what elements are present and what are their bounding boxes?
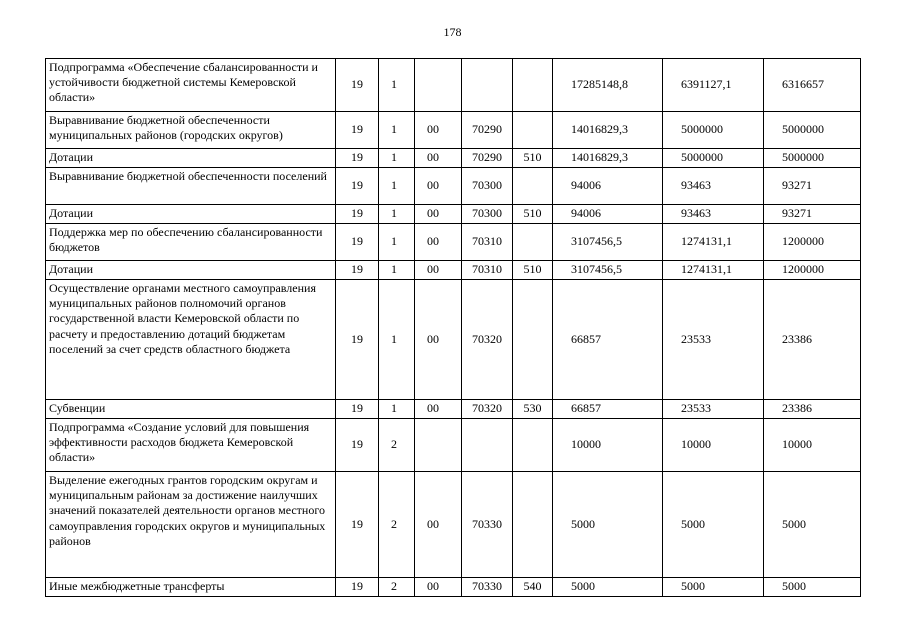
subprogram-code: 2 — [379, 472, 415, 578]
amount-year-1: 94006 — [553, 205, 663, 224]
table-row — [46, 59, 861, 112]
row-name: Дотации — [46, 149, 336, 168]
program-code: 19 — [336, 472, 379, 578]
amount-year-2: 93463 — [663, 205, 764, 224]
table-row — [46, 419, 861, 472]
expense-type-code — [513, 280, 553, 400]
table-row — [46, 149, 861, 168]
amount-year-2: 23533 — [663, 400, 764, 419]
subprogram-code: 1 — [379, 400, 415, 419]
measure-code: 00 — [415, 205, 462, 224]
amount-year-3: 5000 — [764, 472, 861, 578]
direction-code — [462, 59, 513, 112]
amount-year-1: 66857 — [553, 400, 663, 419]
direction-code: 70330 — [462, 472, 513, 578]
measure-code: 00 — [415, 472, 462, 578]
amount-year-3: 10000 — [764, 419, 861, 472]
table-row — [46, 578, 861, 597]
row-name: Дотации — [46, 261, 336, 280]
amount-year-3: 5000000 — [764, 112, 861, 149]
measure-code: 00 — [415, 224, 462, 261]
subprogram-code: 1 — [379, 261, 415, 280]
amount-year-2: 5000000 — [663, 112, 764, 149]
program-code: 19 — [336, 168, 379, 205]
amount-year-1: 66857 — [553, 280, 663, 400]
row-name: Субвенции — [46, 400, 336, 419]
direction-code: 70320 — [462, 400, 513, 419]
direction-code — [462, 419, 513, 472]
subprogram-code: 2 — [379, 578, 415, 597]
direction-code: 70290 — [462, 112, 513, 149]
expense-type-code — [513, 419, 553, 472]
expense-type-code — [513, 59, 553, 112]
program-code: 19 — [336, 400, 379, 419]
subprogram-code: 1 — [379, 280, 415, 400]
amount-year-3: 23386 — [764, 400, 861, 419]
amount-year-1: 5000 — [553, 578, 663, 597]
page-number: 178 — [443, 25, 462, 39]
amount-year-3: 93271 — [764, 205, 861, 224]
program-code: 19 — [336, 261, 379, 280]
row-name: Осуществление органами местного самоуправления муниципальных районов полномочий органов государственной власти Кемеровской области по расчету и предоставлению дотаций бюджетам поселений за счет средств областного бюджета — [46, 280, 336, 400]
amount-year-2: 93463 — [663, 168, 764, 205]
amount-year-2: 1274131,1 — [663, 224, 764, 261]
table-row — [46, 280, 861, 400]
amount-year-2: 5000 — [663, 472, 764, 578]
expense-type-code — [513, 224, 553, 261]
amount-year-2: 10000 — [663, 419, 764, 472]
row-name: Поддержка мер по обеспечению сбалансированности бюджетов — [46, 224, 336, 261]
table-row — [46, 261, 861, 280]
measure-code: 00 — [415, 280, 462, 400]
amount-year-1: 3107456,5 — [553, 224, 663, 261]
measure-code: 00 — [415, 578, 462, 597]
amount-year-2: 5000 — [663, 578, 764, 597]
budget-table — [45, 58, 861, 597]
measure-code: 00 — [415, 400, 462, 419]
measure-code: 00 — [415, 168, 462, 205]
program-code: 19 — [336, 59, 379, 112]
amount-year-1: 94006 — [553, 168, 663, 205]
amount-year-1: 17285148,8 — [553, 59, 663, 112]
measure-code: 00 — [415, 149, 462, 168]
amount-year-3: 6316657 — [764, 59, 861, 112]
table-row — [46, 472, 861, 578]
row-name: Выделение ежегодных грантов городским округам и муниципальным районам за достижение наилучших значений показателей деятельности органов местного самоуправления городских округов и муниципальных районов — [46, 472, 336, 578]
amount-year-1: 10000 — [553, 419, 663, 472]
amount-year-3: 1200000 — [764, 261, 861, 280]
program-code: 19 — [336, 224, 379, 261]
amount-year-1: 14016829,3 — [553, 112, 663, 149]
amount-year-3: 93271 — [764, 168, 861, 205]
program-code: 19 — [336, 112, 379, 149]
amount-year-3: 23386 — [764, 280, 861, 400]
expense-type-code — [513, 168, 553, 205]
row-name: Подпрограмма «Обеспечение сбалансированности и устойчивости бюджетной системы Кемеровской области» — [46, 59, 336, 112]
expense-type-code — [513, 112, 553, 149]
subprogram-code: 1 — [379, 224, 415, 261]
subprogram-code: 1 — [379, 205, 415, 224]
measure-code — [415, 59, 462, 112]
subprogram-code: 1 — [379, 59, 415, 112]
amount-year-1: 5000 — [553, 472, 663, 578]
subprogram-code: 1 — [379, 112, 415, 149]
amount-year-3: 1200000 — [764, 224, 861, 261]
table-row — [46, 400, 861, 419]
program-code: 19 — [336, 205, 379, 224]
row-name: Выравнивание бюджетной обеспеченности поселений — [46, 168, 336, 205]
row-name: Подпрограмма «Создание условий для повышения эффективности расходов бюджета Кемеровской области» — [46, 419, 336, 472]
direction-code: 70330 — [462, 578, 513, 597]
amount-year-3: 5000000 — [764, 149, 861, 168]
direction-code: 70300 — [462, 168, 513, 205]
program-code: 19 — [336, 419, 379, 472]
amount-year-2: 1274131,1 — [663, 261, 764, 280]
measure-code: 00 — [415, 112, 462, 149]
program-code: 19 — [336, 280, 379, 400]
program-code: 19 — [336, 149, 379, 168]
amount-year-1: 3107456,5 — [553, 261, 663, 280]
amount-year-2: 23533 — [663, 280, 764, 400]
measure-code — [415, 419, 462, 472]
amount-year-2: 5000000 — [663, 149, 764, 168]
table-row — [46, 224, 861, 261]
table-row — [46, 168, 861, 205]
direction-code: 70300 — [462, 205, 513, 224]
table-row — [46, 112, 861, 149]
subprogram-code: 1 — [379, 168, 415, 205]
expense-type-code: 540 — [513, 578, 553, 597]
direction-code: 70320 — [462, 280, 513, 400]
measure-code: 00 — [415, 261, 462, 280]
row-name: Иные межбюджетные трансферты — [46, 578, 336, 597]
direction-code: 70290 — [462, 149, 513, 168]
expense-type-code: 510 — [513, 205, 553, 224]
amount-year-1: 14016829,3 — [553, 149, 663, 168]
direction-code: 70310 — [462, 261, 513, 280]
program-code: 19 — [336, 578, 379, 597]
subprogram-code: 2 — [379, 419, 415, 472]
expense-type-code: 530 — [513, 400, 553, 419]
amount-year-2: 6391127,1 — [663, 59, 764, 112]
direction-code: 70310 — [462, 224, 513, 261]
row-name: Дотации — [46, 205, 336, 224]
expense-type-code: 510 — [513, 149, 553, 168]
row-name: Выравнивание бюджетной обеспеченности муниципальных районов (городских округов) — [46, 112, 336, 149]
expense-type-code: 510 — [513, 261, 553, 280]
amount-year-3: 5000 — [764, 578, 861, 597]
expense-type-code — [513, 472, 553, 578]
subprogram-code: 1 — [379, 149, 415, 168]
table-row — [46, 205, 861, 224]
